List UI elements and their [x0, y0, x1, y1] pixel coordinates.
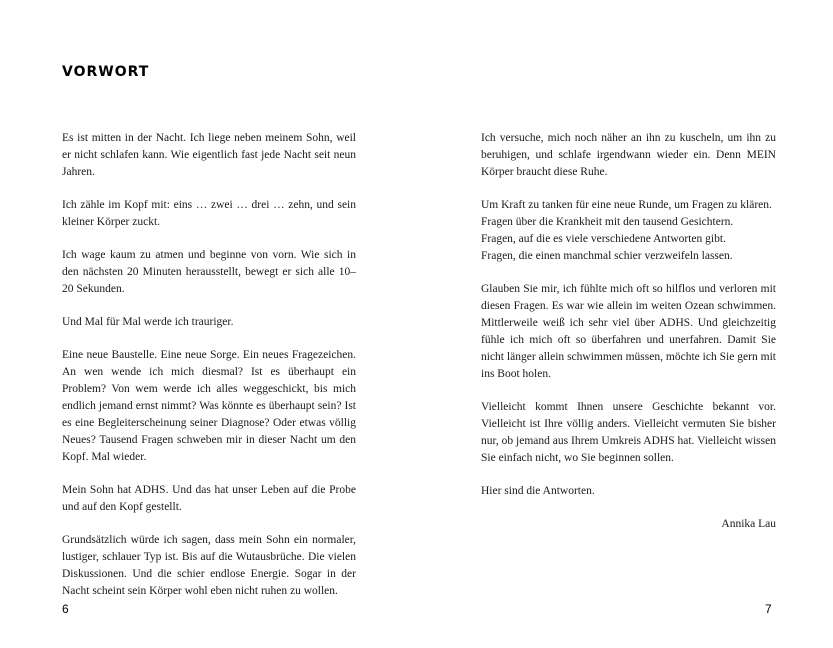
paragraph: Vielleicht kommt Ihnen unsere Geschichte bekannt vor. Vielleicht ist Ihre völlig anders. Vielleicht vermuten Sie bisher nur, ob jemand aus Ihrem Umkreis ADHS hat. Vielleicht wissen Sie einfach nicht, wo Sie beginnen sollen. — [481, 401, 776, 464]
chapter-heading: VORWORT — [62, 64, 150, 80]
paragraph: Um Kraft zu tanken für eine neue Runde, um Fragen zu klären. Fragen über die Krankheit mit den tausend Gesichtern. Fragen, auf die es viele verschiedene Antworten gibt. Fragen, die einen manchmal schier verzweifeln lassen. — [481, 199, 772, 262]
paragraph: Ich wage kaum zu atmen und beginne von vorn. Wie sich in den nächsten 20 Minuten herausstellt, bewegt er sich alle 10–20 Sekunden. — [62, 249, 356, 295]
paragraph: Es ist mitten in der Nacht. Ich liege neben meinem Sohn, weil er nicht schlafen kann. Wie eigentlich fast jede Nacht seit neun Jahren. — [62, 132, 356, 178]
paragraph: Hier sind die Antworten. — [481, 485, 595, 497]
paragraph: Grundsätzlich würde ich sagen, dass mein Sohn ein normaler, lustiger, schlauer Typ ist. Bis auf die Wutausbrüche. Die vielen Diskussionen. Und die schier endlose Energie. Sogar in der Nacht scheint sein Körper wohl eben nicht ruhen zu wollen. — [62, 534, 356, 597]
left-text-column — [62, 130, 356, 616]
page-number: 6 — [62, 602, 69, 616]
author-signature: Annika Lau — [721, 518, 776, 530]
page-number: 7 — [765, 602, 772, 616]
paragraph: Eine neue Baustelle. Eine neue Sorge. Ein neues Fragezeichen. An wen wende ich mich diesmal? Ist es überhaupt ein Problem? Von wem werde ich alles weggeschickt, bis mich endlich jemand ernst nimmt? Was könnte es überhaupt sein? Ist es eine Begleiterscheinung seiner Diagnose? Oder etwas völlig Neues? Tausend Fragen schweben mir in dieser Nacht um den Kopf. Mal wieder. — [62, 349, 356, 463]
paragraph: Ich zähle im Kopf mit: eins … zwei … drei … zehn, und sein kleiner Körper zuckt. — [62, 199, 356, 228]
paragraph: Mein Sohn hat ADHS. Und das hat unser Leben auf die Probe und auf den Kopf gestellt. — [62, 484, 356, 513]
right-text-column — [481, 130, 776, 533]
paragraph: Glauben Sie mir, ich fühlte mich oft so hilflos und verloren mit diesen Fragen. Es war wie allein im weiten Ozean schwimmen. Mittlerweile weiß ich sehr viel über ADHS. Und gleichzeitig fühle ich mich oft so überfahren und unerfahren. Damit Sie nicht länger allein schwimmen müssen, möchte ich Sie gern mit ins Boot holen. — [481, 283, 776, 380]
left-page — [0, 0, 416, 648]
right-page — [416, 0, 833, 648]
paragraph: Ich versuche, mich noch näher an ihn zu kuscheln, um ihn zu beruhigen, und schlafe irgendwann wieder ein. Denn MEIN Körper braucht diese Ruhe. — [481, 132, 776, 178]
paragraph: Und Mal für Mal werde ich trauriger. — [62, 316, 234, 328]
